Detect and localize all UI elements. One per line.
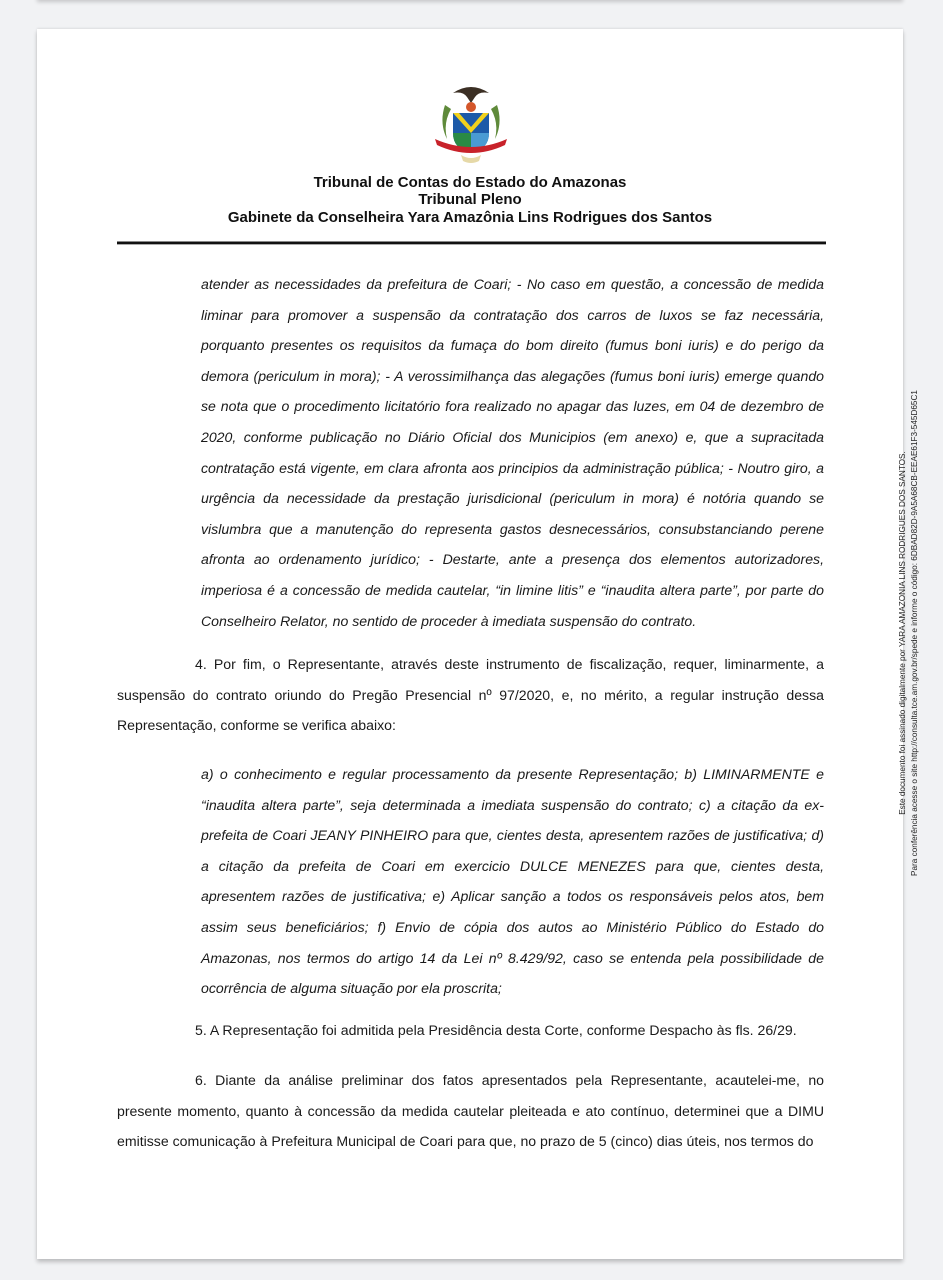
signature-line-1: Este documento foi assinado digitalmente por YARA AMAZONIA LINS RODRIGUES DOS SANTOS. bbox=[898, 451, 907, 815]
header-divider bbox=[117, 241, 826, 245]
header-chamber: Tribunal Pleno bbox=[418, 191, 522, 208]
paragraph-4: 4. Por fim, o Representante, através deste instrumento de fiscalização, requer, liminarmente, a suspensão do contrato oriundo do Pregão Presencial nº 97/2020, e, no mérito, a regular instrução dessa Representação, conforme se verifica abaixo: bbox=[117, 656, 824, 734]
header-institution: Tribunal de Contas do Estado do Amazonas bbox=[313, 174, 627, 191]
quoted-paragraph-2: a) o conhecimento e regular processamento da presente Representação; b) LIMINARMENTE e “inaudita altera parte”, seja determinada a imediata suspensão do contrato; c) a citação da ex-prefeita de Coari JEANY PINHEIRO para que, cientes desta, apresentem razões de justificativa; d) a citação da prefeita de Coari em exercicio DULCE MENEZES para que, cientes desta, apresentem razões de justificativa; e) Aplicar sanção a todos os responsáveis pelos atos, bem assim seus beneficiários; f) Envio de cópia dos autos ao Ministério Público do Estado do Amazonas, nos termos do artigo 14 da Lei nº 8.429/92, caso se entenda pela possibilidade de ocorrência de alguma situação por ela proscrita; bbox=[201, 766, 824, 997]
digital-signature-stamp bbox=[892, 313, 926, 953]
signature-line-2: Para conferência acesse o site http://consulta.tce.am.gov.br/spede e informe o código: 6DBAD82D-9A5A68CB-EEAE61F3-545D65C1 bbox=[910, 390, 919, 876]
quoted-paragraph-1: atender as necessidades da prefeitura de Coari; - No caso em questão, a concessão de medida liminar para promover a suspensão da contratação dos carros de luxos se faz necessária, porquanto presentes os requisitos da fumaça do bom direito (fumus boni iuris) e do perigo da demora (periculum in mora); - A verossimilhança das alegações (fumus boni iuris) emerge quando se nota que o procedimento licitatório fora realizado no apagar das luzes, em 04 de dezembro de 2020, conforme publicação no Diário Oficial dos Municipios (em anexo) e, que a supracitada contratação está vigente, em clara afronta aos principios da administração pública; - Noutro giro, a urgência da necessidade da prestação jurisdicional (periculum in mora) é notória quando se vislumbra que a manutenção do representa gastos desnecessários, consubstanciando perene afronta ao ordenamento jurídico; - Destarte, ante a presença dos elementos autorizadores, imperiosa é a concessão de medida cautelar, “in limine litis” e “inaudita altera parte”, por parte do Conselheiro Relator, no sentido de proceder à imediata suspensão do contrato. bbox=[201, 276, 824, 629]
header-office: Gabinete da Conselheira Yara Amazônia Lins Rodrigues dos Santos bbox=[227, 209, 713, 226]
paragraph-6: 6. Diante da análise preliminar dos fatos apresentados pela Representante, acautelei-me, no presente momento, quanto à concessão da medida cautelar pleiteada e ato contínuo, determinei que a DIMU emitisse comunicação à Prefeitura Municipal de Coari para que, no prazo de 5 (cinco) dias úteis, nos termos do bbox=[117, 1072, 824, 1150]
paragraph-5: 5. A Representação foi admitida pela Presidência desta Corte, conforme Despacho às fls. 26/29. bbox=[195, 1022, 797, 1038]
coat-of-arms-icon bbox=[431, 83, 511, 165]
document-page[interactable] bbox=[37, 29, 919, 1259]
